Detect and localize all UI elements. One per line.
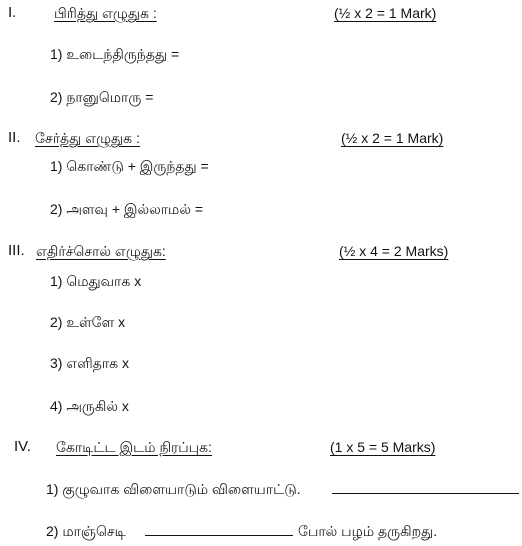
section-4-item-2: 2) மாஞ்செடி <box>46 523 126 539</box>
section-2-item-2: 2) அளவு + இல்லாமல் = <box>50 201 204 217</box>
section-4-marks: (1 x 5 = 5 Marks) <box>330 439 436 455</box>
fill-in-blank-2[interactable] <box>145 523 293 536</box>
section-3-heading: எதிர்ச்சொல் எழுதுக: <box>36 243 166 259</box>
section-3-item-2: 2) உள்ளே x <box>50 314 126 330</box>
section-4-heading: கோடிட்ட இடம் நிரப்புக: <box>56 439 212 455</box>
section-3-item-3: 3) எளிதாக x <box>50 355 130 371</box>
section-4-item-1: 1) குழுவாக விளையாடும் விளையாட்டு. <box>46 481 301 497</box>
section-3-item-4: 4) அருகில் x <box>50 398 129 414</box>
section-1-heading: பிரித்து எழுதுக : <box>54 5 157 21</box>
section-2-marks: (½ x 2 = 1 Mark) <box>341 130 444 146</box>
section-3-item-1: 1) மெதுவாக x <box>50 273 142 289</box>
section-3-numeral: III. <box>8 242 25 259</box>
section-1-item-2: 2) நானுமொரு = <box>50 89 154 105</box>
section-1-item-1: 1) உடைந்திருந்தது = <box>50 46 180 62</box>
section-2-heading: சேர்த்து எழுதுக : <box>35 130 140 146</box>
fill-in-blank-1[interactable] <box>332 481 519 494</box>
section-4-item-2-suffix: போல் பழம் தருகிறது. <box>298 523 438 539</box>
section-1-numeral: I. <box>8 4 17 21</box>
section-1-marks: (½ x 2 = 1 Mark) <box>334 5 437 21</box>
section-4-numeral: IV. <box>14 438 31 455</box>
section-2-item-1: 1) கொண்டு + இருந்தது = <box>50 158 209 174</box>
section-2-numeral: II. <box>8 129 21 146</box>
section-3-marks: (½ x 4 = 2 Marks) <box>339 243 449 259</box>
